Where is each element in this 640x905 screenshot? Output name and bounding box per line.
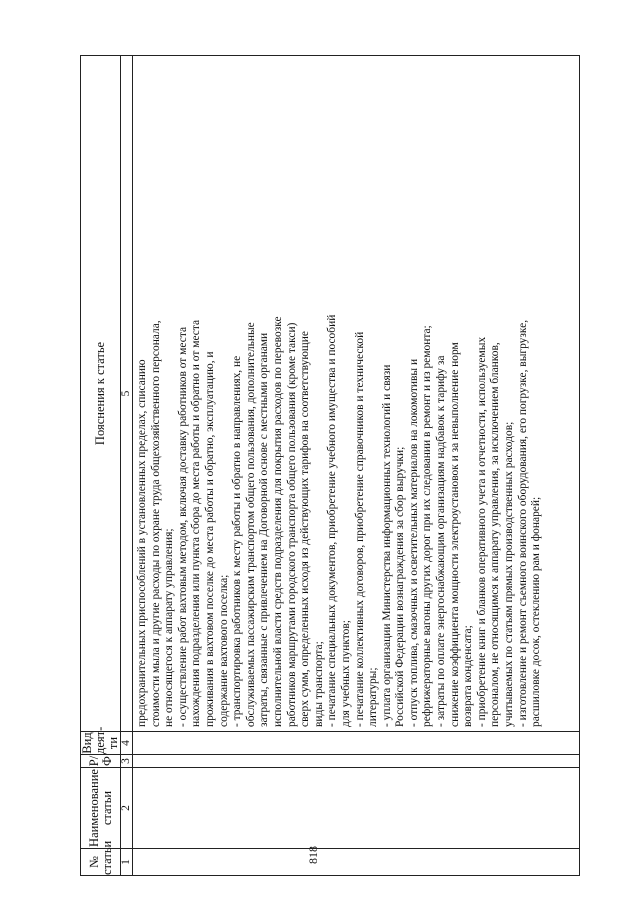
explanation-line: - осуществление работ вахтовым методом, включая доставку работников от места [176,326,189,727]
explanation-line: возврата конденсата; [462,625,475,727]
explanation-text [136,60,544,727]
explanation-line: стоимости мыла и другие расходы по охране труда общехозяйственного персонала, [149,320,162,727]
explanation-line: исполнительной власти средств подразделения для покрытия расходов по перевозке [271,316,284,727]
cell-article-name [133,768,580,849]
explanation-line: снижение коэффициента мощности электроустановок и за невыполнение норм [448,342,461,727]
explanation-line: работников маршрутами городского транспорта общего пользования (кроме такси) [285,322,298,727]
table-row [133,56,580,876]
explanation-line: - отпуск топлива, смазочных и осветительных материалов на локомотивы и [407,358,420,727]
explanation-line: виды транспорта; [312,641,325,727]
cell-explanation [133,56,580,732]
cell-rf [133,755,580,768]
header-article-name: Наименование статьи [81,768,121,849]
explanation-line: проживания в вахтовом поселке до места работы и обратно, эксплуатацию, и [203,351,216,727]
explanation-line: содержание вахтового поселка; [217,574,230,727]
column-index: 3 [121,755,133,768]
explanation-line: - затраты по оплате энергоснабжающим организациям надбавок к тарифу за [435,355,448,727]
explanation-line: нахождения подразделения или пункта сбора до места работы и обратно и от места [190,319,203,727]
explanation-line: обслуживаемых пассажирским транспортом общего пользования, дополнительные [244,322,257,727]
explanation-line: не относящегося к аппарату управления; [163,528,176,727]
explanation-line: расшиловке досок, остеклению рам и фонарей; [530,496,543,727]
explanation-line: - приобретение книг и бланков оперативного учета и отчетности, используемых [475,336,488,727]
explanation-line: литературы; [367,667,380,727]
explanation-line: для учебных пунктов; [339,620,352,727]
explanation-line: - транспортировка работников к месту работы и обратно в направлениях, не [231,355,244,727]
column-index: 2 [121,768,133,849]
explanation-line: - уплата организации Министерства информационных технологий и связи [380,364,393,727]
header-rf: Р/ Ф [81,755,121,768]
explanation-line: персоналом, не относящимся к аппарату управления, за исключением бланков, [489,342,502,727]
header-article-number: № статьи [81,849,121,876]
explanation-line: - печатание специальных документов, приобретение учебного имущества и пособий [326,314,339,727]
explanation-line: Российской Федерации вознаграждения за сбор выручки; [394,446,407,727]
explanation-line: учитываемых по статьям прямых производственных расходов; [503,421,516,727]
rotated-page-content [80,56,580,876]
explanation-line: сверх сумм, определенных исходя из действующих тарифов на соответствующие [299,331,312,727]
explanation-line: рефрижераторные вагоны других дорог при их следовании в ремонт и из ремонта; [421,325,434,727]
table-header-row [81,56,121,876]
page-number: 818 [306,846,320,864]
explanation-line: предохранительных приспособлений в установленных пределах, списанию [136,359,148,727]
cell-article-number [133,849,580,876]
header-explanations: Пояснения к статье [81,56,121,732]
explanation-line: - изготовление и ремонт съемного воинского оборудования, его погрузке, выгрузке, [516,319,529,727]
articles-table [80,55,580,876]
column-index: 4 [121,732,133,755]
explanation-line: - печатание коллективных договоров, приобретение справочников и технической [353,331,366,727]
column-index-row [121,56,133,876]
explanation-line: затраты, связанные с привлечением на Договорной основе с местными органами [258,332,271,727]
column-index: 1 [121,849,133,876]
column-index: 5 [121,56,133,732]
header-activity-type: Вид деят-ти [80,726,120,754]
cell-activity-type [133,732,580,755]
